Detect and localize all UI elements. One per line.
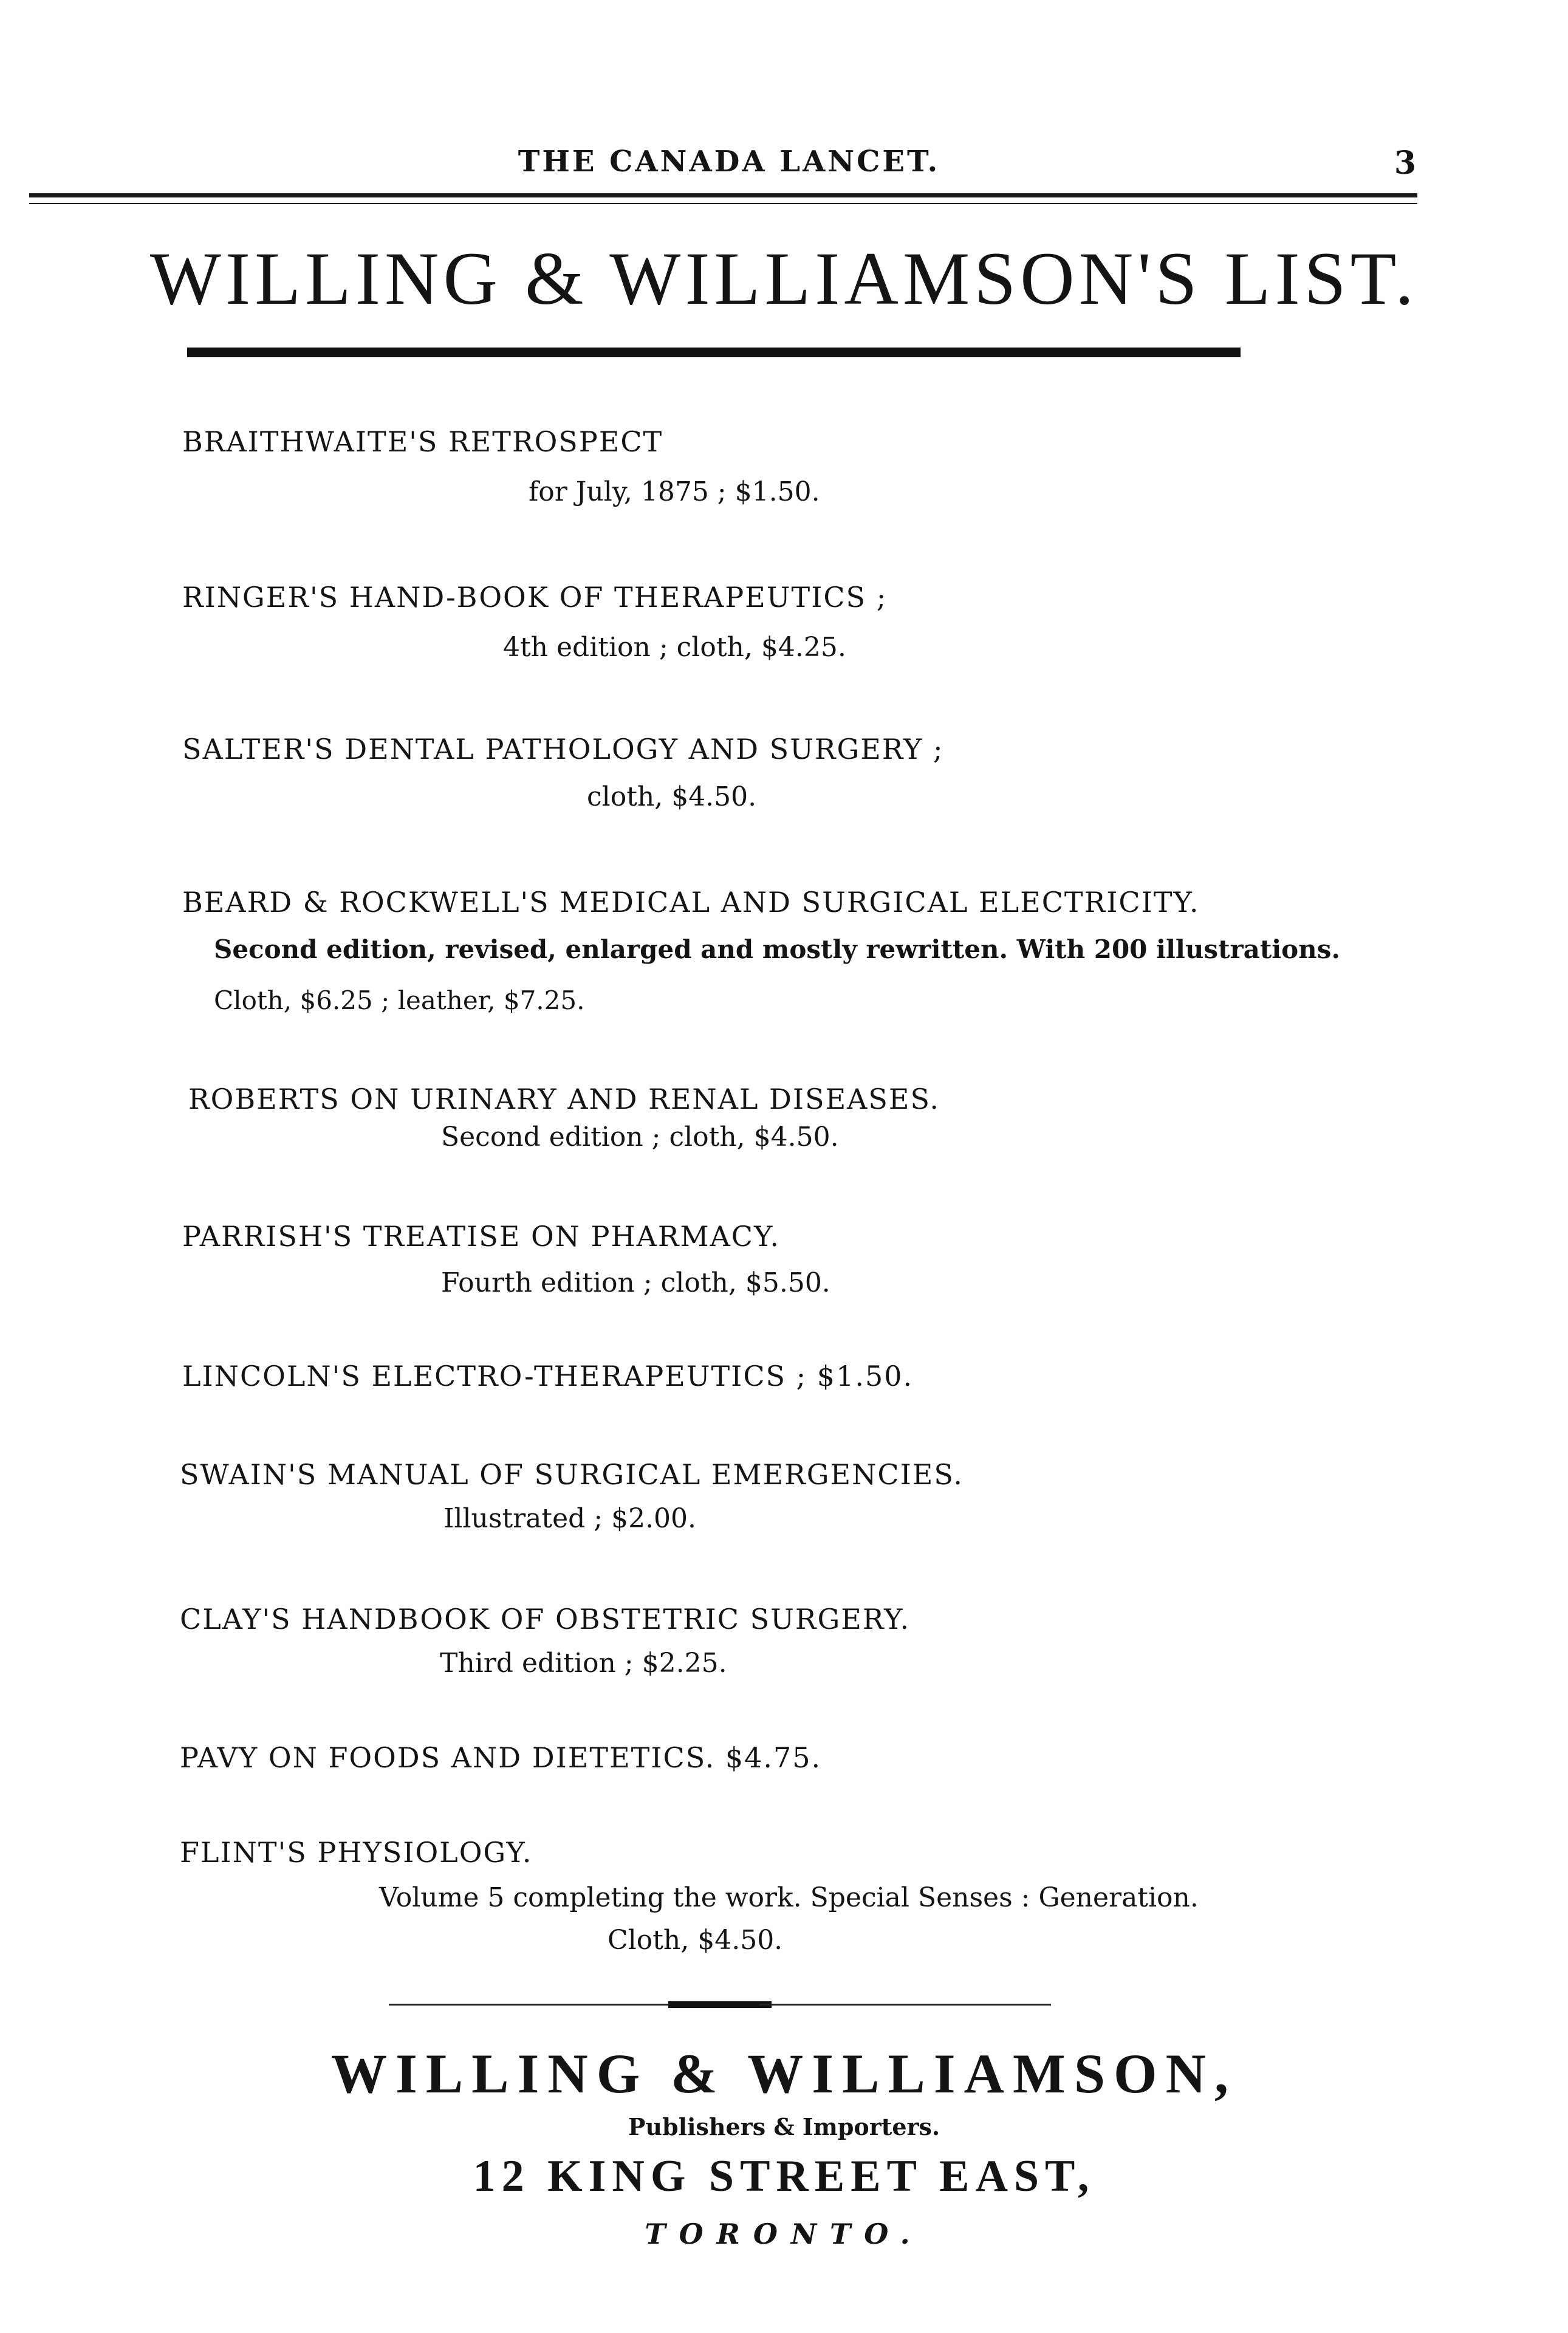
- publisher-subtitle: Publishers & Importers.: [628, 2113, 940, 2140]
- header-rule-thin: [29, 203, 1417, 204]
- entry-detail: Second edition, revised, enlarged and mostly rewritten. With 200 illustrations.: [214, 934, 1340, 964]
- publisher-address: 12 KING STREET EAST,: [473, 2151, 1095, 2201]
- entry-detail: Volume 5 completing the work. Special Senses : Generation.: [379, 1882, 1199, 1913]
- entry-detail: Third edition ; $2.25.: [440, 1648, 727, 1679]
- entry-detail: 4th edition ; cloth, $4.25.: [503, 632, 846, 663]
- entry-detail: Second edition ; cloth, $4.50.: [441, 1122, 839, 1153]
- publisher-name: WILLING & WILLIAMSON,: [330, 2043, 1238, 2105]
- page-number: 3: [1394, 145, 1416, 182]
- entry-title: SWAIN'S MANUAL OF SURGICAL EMERGENCIES.: [180, 1458, 964, 1491]
- page-title: WILLING & WILLIAMSON'S LIST.: [149, 237, 1419, 320]
- footer-rule-center: [668, 2001, 772, 2008]
- entry-title: PAVY ON FOODS AND DIETETICS. $4.75.: [180, 1741, 822, 1774]
- publisher-city: TORONTO.: [645, 2218, 923, 2250]
- entry-detail: Cloth, $6.25 ; leather, $7.25.: [214, 985, 585, 1015]
- footer-rule: [389, 2004, 680, 2006]
- entry-detail: Cloth, $4.50.: [608, 1925, 783, 1956]
- entry-title: PARRISH'S TREATISE ON PHARMACY.: [182, 1220, 781, 1253]
- entry-title: SALTER'S DENTAL PATHOLOGY AND SURGERY ;: [182, 733, 944, 766]
- entry-detail: Illustrated ; $2.00.: [443, 1503, 697, 1534]
- entry-title: BEARD & ROCKWELL'S MEDICAL AND SURGICAL ELECTRICITY.: [182, 886, 1200, 919]
- footer-rule: [759, 2004, 1051, 2006]
- entry-title: BRAITHWAITE'S RETROSPECT: [182, 425, 663, 458]
- header-rule-thick: [29, 193, 1417, 197]
- entry-detail: for July, 1875 ; $1.50.: [529, 476, 820, 507]
- entry-title: LINCOLN'S ELECTRO-THERAPEUTICS ; $1.50.: [182, 1360, 914, 1393]
- entry-title: FLINT'S PHYSIOLOGY.: [180, 1836, 533, 1869]
- title-rule: [187, 348, 1241, 357]
- entry-detail: cloth, $4.50.: [587, 781, 757, 812]
- journal-header: THE CANADA LANCET.: [518, 145, 940, 179]
- entry-detail: Fourth edition ; cloth, $5.50.: [441, 1267, 830, 1298]
- entry-title: CLAY'S HANDBOOK OF OBSTETRIC SURGERY.: [180, 1603, 911, 1636]
- entry-title: ROBERTS ON URINARY AND RENAL DISEASES.: [188, 1083, 940, 1115]
- entry-title: RINGER'S HAND-BOOK OF THERAPEUTICS ;: [182, 581, 888, 614]
